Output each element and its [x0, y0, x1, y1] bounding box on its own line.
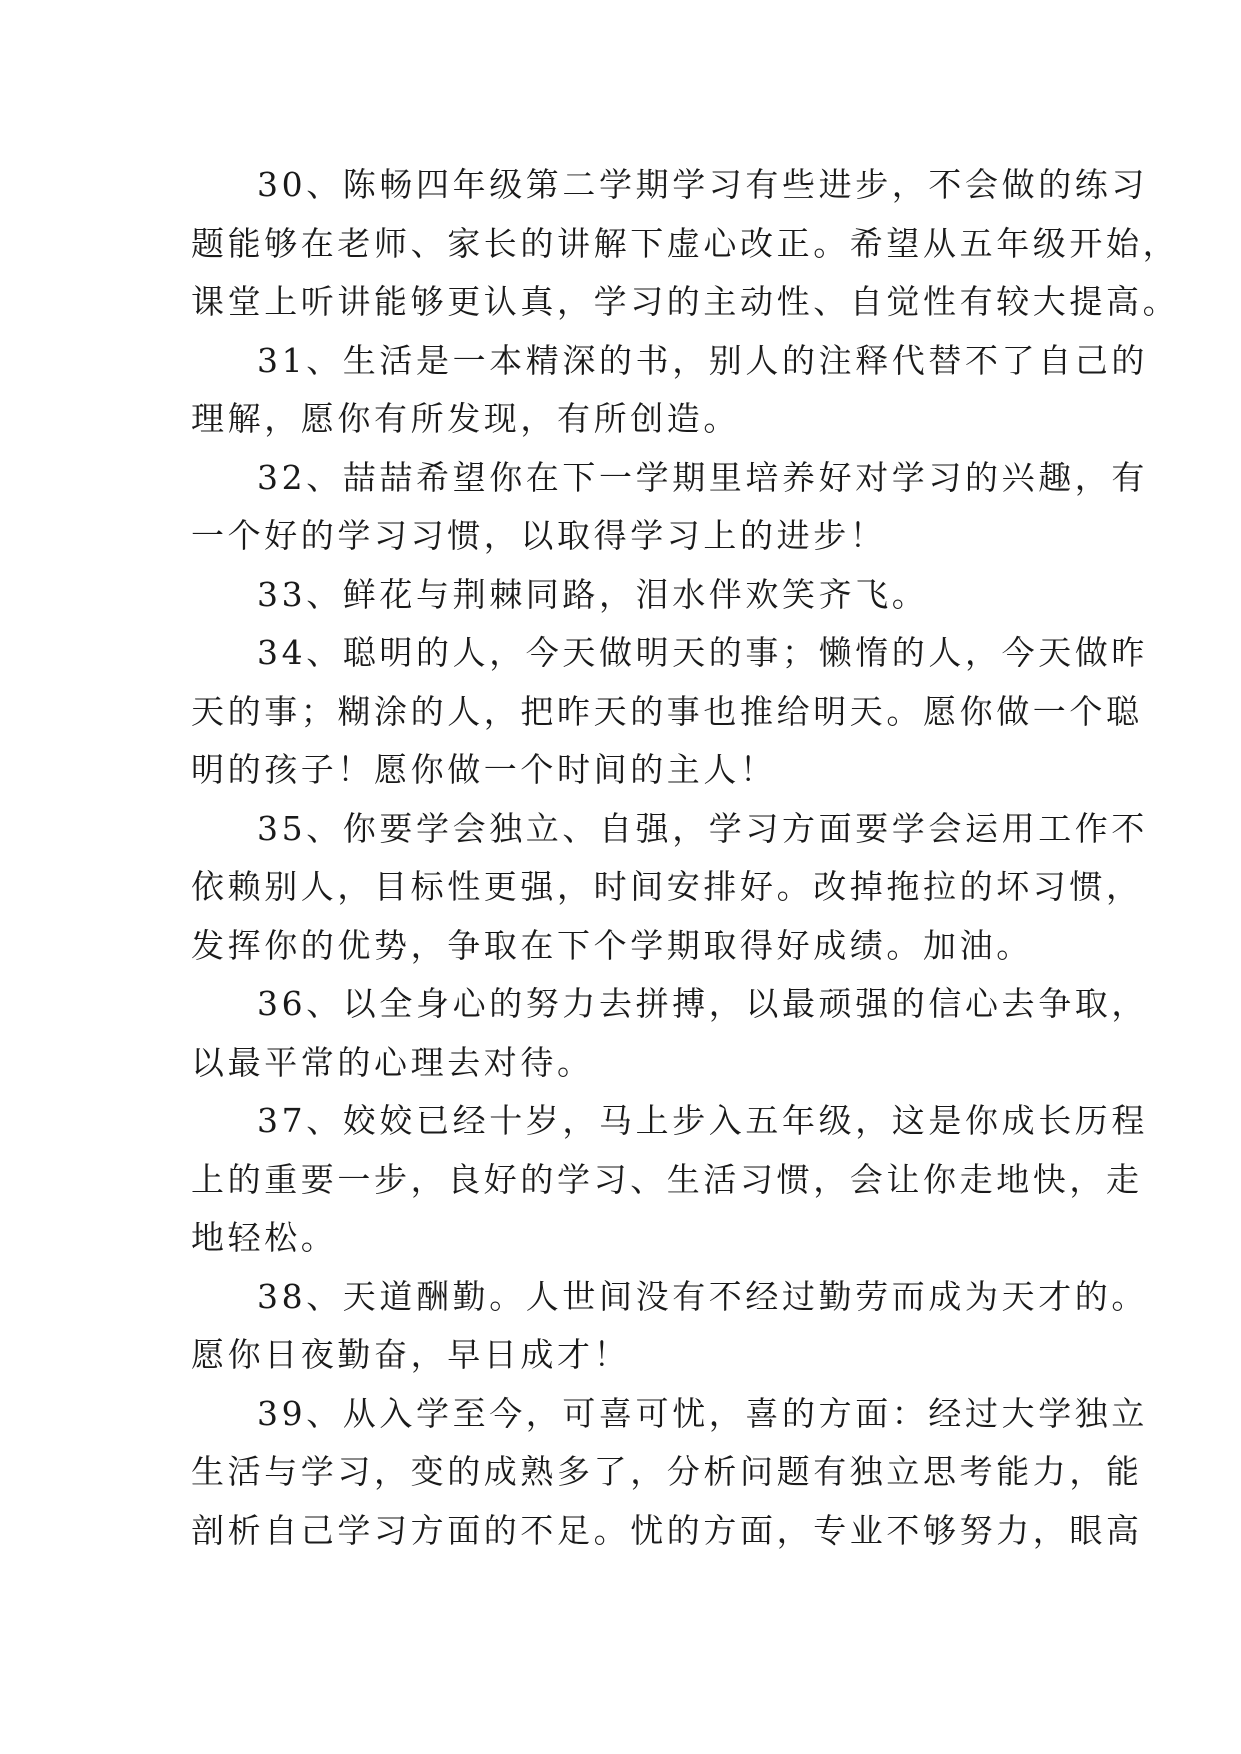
paragraph-line: 生活与学习，变的成熟多了，分析问题有独立思考能力，能	[191, 1452, 1143, 1491]
paragraph-line: 明的孩子！愿你做一个时间的主人！	[191, 750, 777, 789]
paragraph-36	[191, 975, 1148, 1092]
paragraph-line: 课堂上听讲能够更认真，学习的主动性、自觉性有较大提高。	[191, 282, 1180, 321]
paragraph-line: 36、以全身心的努力去拼搏，以最顽强的信心去争取，	[257, 984, 1148, 1023]
paragraph-line: 38、天道酬勤。人世间没有不经过勤劳而成为天才的。	[257, 1276, 1148, 1316]
paragraph-line: 34、聪明的人，今天做明天的事；懒惰的人，今天做昨	[257, 633, 1148, 672]
paragraph-line: 30、陈畅四年级第二学期学习有些进步，不会做的练习	[257, 165, 1148, 204]
paragraph-line: 愿你日夜勤奋，早日成才！	[191, 1335, 631, 1374]
paragraph-34	[191, 624, 1148, 800]
paragraph-line: 39、从入学至今，可喜可忧，喜的方面：经过大学独立	[257, 1393, 1148, 1433]
paragraph-line: 依赖别人，目标性更强，时间安排好。改掉拖拉的坏习惯，	[191, 867, 1143, 906]
paragraph-35	[191, 800, 1148, 976]
paragraph-33	[191, 566, 1061, 625]
document-body	[191, 156, 1180, 1560]
paragraph-line: 37、姣姣已经十岁，马上步入五年级，这是你成长历程	[257, 1101, 1148, 1140]
paragraph-line: 32、喆喆希望你在下一学期里培养好对学习的兴趣，有	[257, 457, 1148, 497]
paragraph-line: 理解，愿你有所发现，有所创造。	[191, 399, 740, 438]
paragraph-line: 35、你要学会独立、自强，学习方面要学会运用工作不	[257, 808, 1148, 848]
paragraph-line: 33、鲜花与荆棘同路，泪水伴欢笑齐飞。	[257, 574, 929, 614]
paragraph-39	[191, 1385, 1148, 1561]
paragraph-line: 发挥你的优势，争取在下个学期取得好成绩。加油。	[191, 925, 1033, 965]
paragraph-line: 一个好的学习习惯，以取得学习上的进步！	[191, 516, 887, 555]
paragraph-line: 地轻松。	[191, 1218, 338, 1257]
paragraph-line: 剖析自己学习方面的不足。忧的方面，专业不够努力，眼高	[191, 1510, 1143, 1550]
paragraph-37	[191, 1092, 1148, 1268]
paragraph-line: 题能够在老师、家长的讲解下虚心改正。希望从五年级开始，	[191, 223, 1180, 263]
paragraph-32	[191, 449, 1148, 566]
paragraph-30	[191, 156, 1180, 332]
paragraph-line: 31、生活是一本精深的书，别人的注释代替不了自己的	[257, 340, 1148, 380]
paragraph-line: 上的重要一步，良好的学习、生活习惯，会让你走地快，走	[191, 1159, 1143, 1199]
paragraph-38	[191, 1268, 1148, 1385]
paragraph-31	[191, 332, 1148, 449]
paragraph-line: 天的事；糊涂的人，把昨天的事也推给明天。愿你做一个聪	[191, 691, 1143, 731]
paragraph-line: 以最平常的心理去对待。	[191, 1042, 594, 1082]
